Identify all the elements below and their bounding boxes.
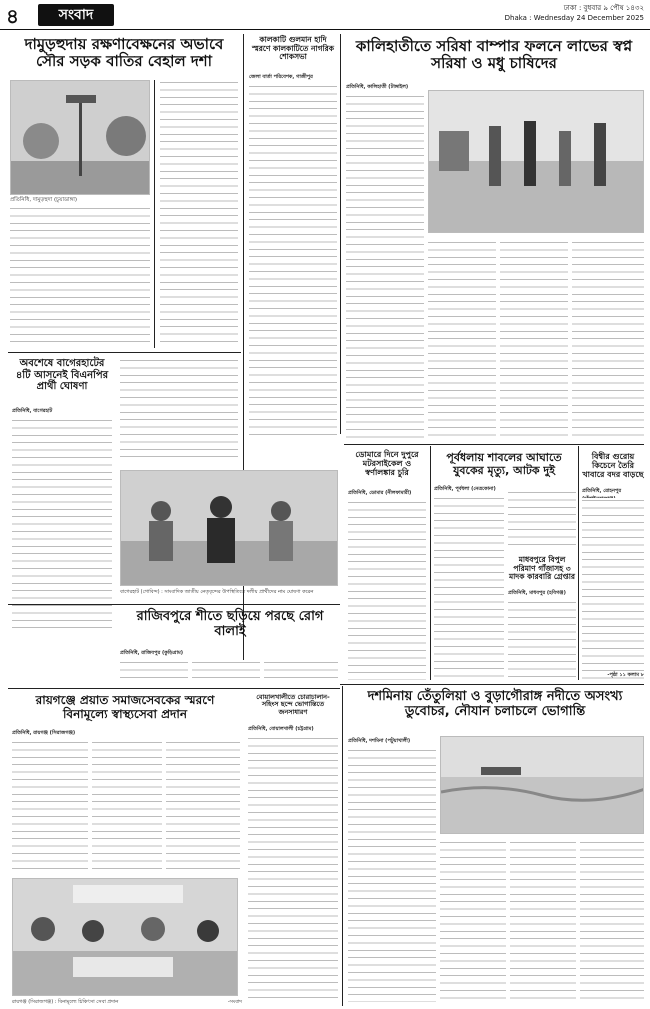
body-madhabpur [508,600,576,680]
body-raiganj-c [166,740,240,874]
headline-bagerhat: অবশেষে বাগেরহাটের ৪টি আসনেই বিএনপির প্রার্থী ঘোষণা [15,358,109,392]
body-damurhuda-b [160,80,238,348]
body-dashmina-d [580,840,644,1002]
byline-bagerhat: প্রতিনিধি, বাগেরহাট [12,408,53,414]
body-domar [348,500,426,680]
continued-marker: -পৃষ্ঠা ১১ কলাম ৮ [607,672,644,678]
body-bagerhat-b [120,358,238,463]
body-rajibpur-a [120,660,188,684]
photo-solar-street-light [10,80,150,195]
date-info [505,3,644,23]
caption-photo1: প্রতিনিধি, দামুড়হুদা (চুয়াডাঙ্গা) [10,197,78,203]
byline-boalkhali: প্রতিনিধি, বোয়ালখালী (চট্টগ্রাম) [248,726,314,732]
caption-photo5: বাগেরহাট (গোবিন্দ) : সাংবাদিক জাতীয় নেতৃবৃন্দের উপস্থিতিতে দলীয় প্রার্থীদের নাম ঘোষণা করেন [120,589,314,595]
body-rajibpur-c [264,660,338,684]
newspaper-logo: সংবাদ [38,4,114,26]
health-camp-image [13,879,238,996]
body-raiganj-b [92,740,162,874]
byline-kalkati: জেলা বার্তা পরিবেশক, গাজীপুর [249,74,313,80]
headline-domar: ডোমারে দিনে দুপুরে মটরসাইকেল ও স্বর্ণালঙ্কার চুরি [355,450,419,478]
body-raiganj-a [12,740,88,874]
body-boalkhali [248,736,338,1002]
body-damurhuda-a [10,206,150,348]
date-bn: ঢাকা : বুধবার ৯ পৌষ ১৪৩২ [563,4,644,12]
body-purbadhala-b [508,490,576,550]
headline-rajibpur: রাজিবপুরে শীতে ছড়িয়ে পরছে রোগ বালাই [136,609,324,639]
headline-raiganj: রায়গঞ্জে প্রয়াত সমাজসেবকের স্মরণে বিনামূল্যে স্বাস্থ্যসেবা প্রদান [35,693,215,721]
body-kalkati [249,84,337,440]
body-kalihati-d [572,240,644,440]
headline-kalihati: কালিহাতীতে সরিষা বাম্পার ফলনে লাভের স্বপ্ন সরিষা ও মধু চাষিদের [355,37,633,73]
headline-dashmina: দশমিনায় তেঁতুলিয়া ও বুড়াগৌরাঙ্গ নদীতে অসংখ্য ডুবোচর, নৌযান চলাচলে ভোগান্তি [367,689,623,719]
byline-madhabpur: প্রতিনিধি, মাধবপুর (হবিগঞ্জ) [508,590,566,596]
river-image [441,737,644,834]
caption-photo10: রায়গঞ্জ (সিরাজগঞ্জ) : বিনামূল্যে চিকিৎসা সেবা প্রদান [12,999,119,1005]
body-dashmina-c [510,840,576,1002]
headline-purbadhala: পূর্বধলায় শাবলের আঘাতে যুবকের মৃত্যু, আটক দুই [446,451,562,477]
body-rajibpur-b [192,660,260,684]
byline-kitchen: প্রতিনিধি, রোহনপুর [582,488,622,494]
byline-raiganj: প্রতিনিধি, রায়গঞ্জ (সিরাজগঞ্জ) [12,730,76,736]
photo-mustard-field [428,90,644,233]
body-bagerhat-a [12,418,112,630]
byline-kalihati: প্রতিনিধি, কালিহাতী (টাঙ্গাইল) [346,84,409,90]
photo-free-health-camp [12,878,238,996]
headline-kalkati: কালকাটি গুলমান হাদি স্মরণে কালকাটিতে নাগরিক শোকসভা [251,35,335,62]
body-dashmina-a [348,748,436,1002]
body-kalihati-c [500,240,568,440]
byline-domar: প্রতিনিধি, ডোমার (নীলফামারী) [348,490,412,496]
caption-photo10-source: -সংবাদ [227,999,242,1005]
byline-dashmina: প্রতিনিধি, দশমিনা (পটুয়াখালী) [348,738,411,744]
mustard-field-image [429,91,644,233]
byline-rajibpur: প্রতিনিধি, রাজিবপুর (কুড়িগ্রাম) [120,650,184,656]
masthead [0,0,650,30]
headline-boalkhali: বোয়ালখালীতে চোরাচালান-সহিংস ছন্দে ভোগান্তিতে জনসাধারণ [256,693,330,716]
solar-light-image [11,81,150,195]
body-kalihati-b [428,240,496,440]
press-conference-image [121,471,338,586]
body-kitchen [582,498,644,680]
photo-bnp-announcement [120,470,338,586]
byline-purbadhala: প্রতিনিধি, পূর্বধলা (নেত্রকোনা) [434,486,496,492]
date-en: Dhaka : Wednesday 24 December 2025 [504,14,644,22]
body-kalihati-a [346,94,424,439]
page-number: ৪ [6,4,19,28]
body-purbadhala-a [434,496,504,680]
body-dashmina-b [440,840,506,1002]
headline-damurhuda: দামুড়হুদায় রক্ষণাবেক্ষনের অভাবে সৌর সড়ক বাতির বেহাল দশা [24,35,224,71]
photo-river-shoals [440,736,644,834]
headline-kitchen: বিশ্বীর গুরোয় কিচেনে তৈরি খাবারে বদর বাড়ছে [582,452,644,480]
headline-madhabpur: মাধবপুরে বিপুল পরিমাণ গাঁজাসহ ৩ মাদক কারবারি গ্রেপ্তার [508,555,576,582]
